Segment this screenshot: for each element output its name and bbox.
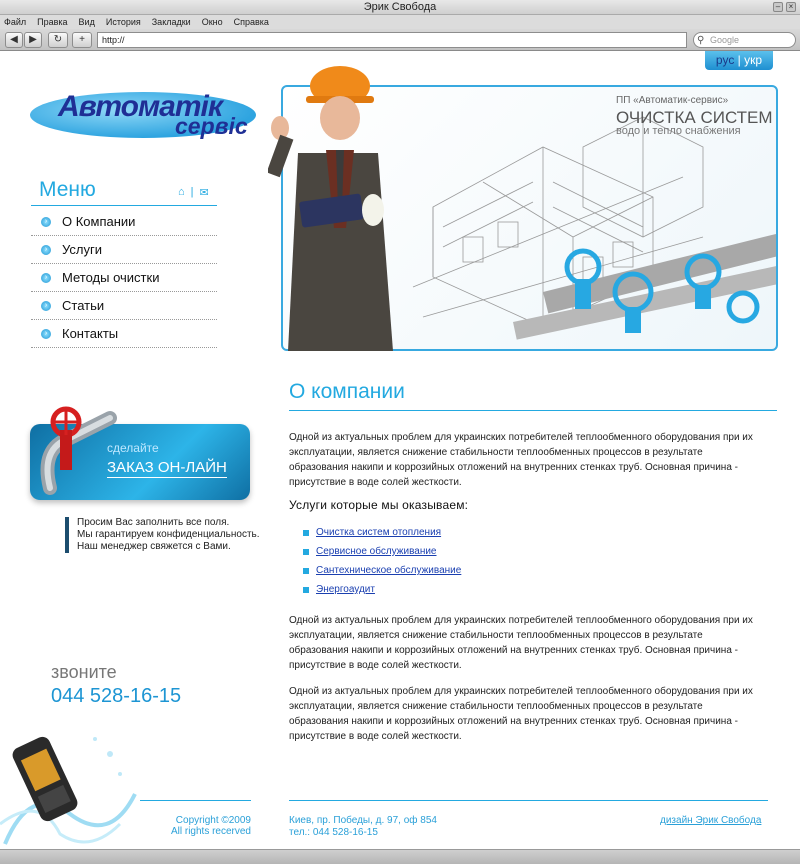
menu-bookmarks[interactable]: Закладки xyxy=(151,17,191,27)
bullet-arrow-icon: › xyxy=(41,301,51,311)
menu-item-label: Контакты xyxy=(62,326,119,341)
service-item xyxy=(303,542,461,561)
address-bar[interactable] xyxy=(97,32,687,48)
menu-item-about[interactable] xyxy=(31,208,217,236)
forward-button[interactable] xyxy=(24,32,42,48)
menu-edit[interactable]: Правка xyxy=(37,17,68,27)
forward-arrow-icon: ▶ xyxy=(29,34,37,45)
hero-company: ПП «Автоматик-сервис» xyxy=(616,95,729,106)
service-link-heating[interactable]: Очистка систем отопления xyxy=(316,527,442,538)
body-paragraph: Одной из актуальных проблем для украинских потребителей теплообменного оборудования при их эксплуатации, является снижение стабильности теплообменных процессов в результате образования накипи и коррозийных отложений на внутренних стенках труб. Основная причина - присутствие в воде солей жесткости. xyxy=(289,615,753,671)
menu-view[interactable]: Вид xyxy=(78,17,95,27)
service-item xyxy=(303,580,461,599)
menu-icons xyxy=(178,186,209,199)
menu-title: Меню xyxy=(39,178,96,201)
designer-link[interactable]: дизайн Эрик Свобода xyxy=(660,815,762,826)
search-field[interactable] xyxy=(693,32,796,48)
section-title: О компании xyxy=(289,380,405,403)
service-item xyxy=(303,523,461,542)
hero-subline: водо и тепло снабжения xyxy=(616,125,741,137)
bullet-arrow-icon: › xyxy=(41,329,51,339)
minimize-icon[interactable]: – xyxy=(773,2,783,12)
menu-item-articles[interactable] xyxy=(31,292,217,320)
order-caption: сделайте xyxy=(107,441,159,455)
browser-menubar xyxy=(0,15,800,29)
note-line: Мы гарантируем конфиденциальность. xyxy=(77,529,260,540)
menu-window[interactable]: Окно xyxy=(201,17,223,27)
lang-ua[interactable]: укр xyxy=(744,53,763,67)
window-title: Эрик Свобода xyxy=(363,1,437,13)
engineer-photo xyxy=(268,58,406,351)
bullet-arrow-icon: › xyxy=(41,217,51,227)
footer-divider-right xyxy=(289,800,768,801)
menu-item-label: Услуги xyxy=(62,242,102,257)
browser-statusbar xyxy=(0,849,800,864)
new-tab-button[interactable] xyxy=(72,32,92,48)
browser-toolbar xyxy=(0,29,800,51)
note-line: Просим Вас заполнить все поля. xyxy=(77,517,230,528)
lang-separator: | xyxy=(737,53,741,67)
copyright-text: Copyright ©2009 xyxy=(175,815,251,826)
url-text: http:// xyxy=(102,35,125,45)
site-logo[interactable] xyxy=(30,86,264,148)
back-button[interactable] xyxy=(5,32,23,48)
address-text: Киев, пр. Победы, д. 97, оф 854 xyxy=(289,815,437,826)
hero-headline: ОЧИСТКА СИСТЕМ xyxy=(616,108,773,127)
main-menu xyxy=(31,208,217,348)
phone-splash-image xyxy=(0,724,140,854)
home-icon[interactable]: ⌂ xyxy=(178,186,185,198)
rights-text: All rights recerved xyxy=(170,826,251,837)
menu-item-cleaning-methods[interactable] xyxy=(31,264,217,292)
service-item xyxy=(303,561,461,580)
menu-item-label: Методы очистки xyxy=(62,270,160,285)
logo-text-line2: сервіс xyxy=(175,113,248,139)
language-switch xyxy=(705,51,773,70)
square-bullet-icon xyxy=(303,568,309,574)
window-titlebar xyxy=(0,0,800,15)
services-list xyxy=(303,523,461,599)
icon-divider: | xyxy=(190,186,194,198)
window-controls xyxy=(773,2,796,12)
menu-divider xyxy=(31,205,217,206)
menu-file[interactable]: Файл xyxy=(4,17,27,27)
menu-history[interactable]: История xyxy=(105,17,141,27)
call-phone: 044 528-16-15 xyxy=(51,685,182,707)
bullet-arrow-icon: › xyxy=(41,273,51,283)
bullet-arrow-icon: › xyxy=(41,245,51,255)
service-link-maintenance[interactable]: Сервисное обслуживание xyxy=(316,546,437,557)
close-icon[interactable]: × xyxy=(786,2,796,12)
service-link-energy-audit[interactable]: Энергоаудит xyxy=(316,584,375,595)
reload-icon: ↻ xyxy=(53,34,63,45)
mail-icon[interactable]: ✉ xyxy=(199,187,209,199)
note-line: Наш менеджер свяжется с Вами. xyxy=(77,541,231,552)
reload-button[interactable] xyxy=(48,32,68,48)
square-bullet-icon xyxy=(303,530,309,536)
back-arrow-icon: ◀ xyxy=(10,34,18,45)
intro-paragraph: Одной из актуальных проблем для украинских потребителей теплообменного оборудования при их эксплуатации, является снижение стабильности теплообменных процессов в результате образования накипи и коррозийных отложений на внутренних стенках труб. Основная причина - присутствие в воде солей жесткости. xyxy=(289,432,753,488)
search-icon: ⚲ xyxy=(697,35,705,46)
tel-text: тел.: 044 528-16-15 xyxy=(289,827,378,838)
section-divider xyxy=(289,410,777,411)
order-online-link[interactable]: ЗАКАЗ ОН-ЛАЙН xyxy=(107,459,227,476)
square-bullet-icon xyxy=(303,549,309,555)
plus-icon: + xyxy=(79,34,85,45)
menu-item-contacts[interactable] xyxy=(31,320,217,348)
footer-divider-left xyxy=(140,800,251,801)
body-paragraph: Одной из актуальных проблем для украинских потребителей теплообменного оборудования при их эксплуатации, является снижение стабильности теплообменных процессов в результате образования накипи и коррозийных отложений на внутренних стенках труб. Основная причина - присутствие в воде солей жесткости. xyxy=(289,686,753,742)
square-bullet-icon xyxy=(303,587,309,593)
search-placeholder: Google xyxy=(710,35,740,45)
footer-address xyxy=(289,815,437,839)
lang-ru[interactable]: рус xyxy=(715,53,735,67)
menu-help[interactable]: Справка xyxy=(233,17,269,27)
call-label: звоните xyxy=(51,662,117,682)
menu-item-label: Статьи xyxy=(62,298,105,313)
menu-item-services[interactable] xyxy=(31,236,217,264)
service-link-plumbing[interactable]: Сантехническое обслуживание xyxy=(316,565,462,576)
copyright xyxy=(140,815,251,837)
services-title: Услуги которые мы оказываем: xyxy=(289,498,469,512)
logo-text-line1: Автоматік xyxy=(58,90,223,123)
order-note xyxy=(65,517,260,553)
menu-item-label: О Компании xyxy=(62,214,136,229)
